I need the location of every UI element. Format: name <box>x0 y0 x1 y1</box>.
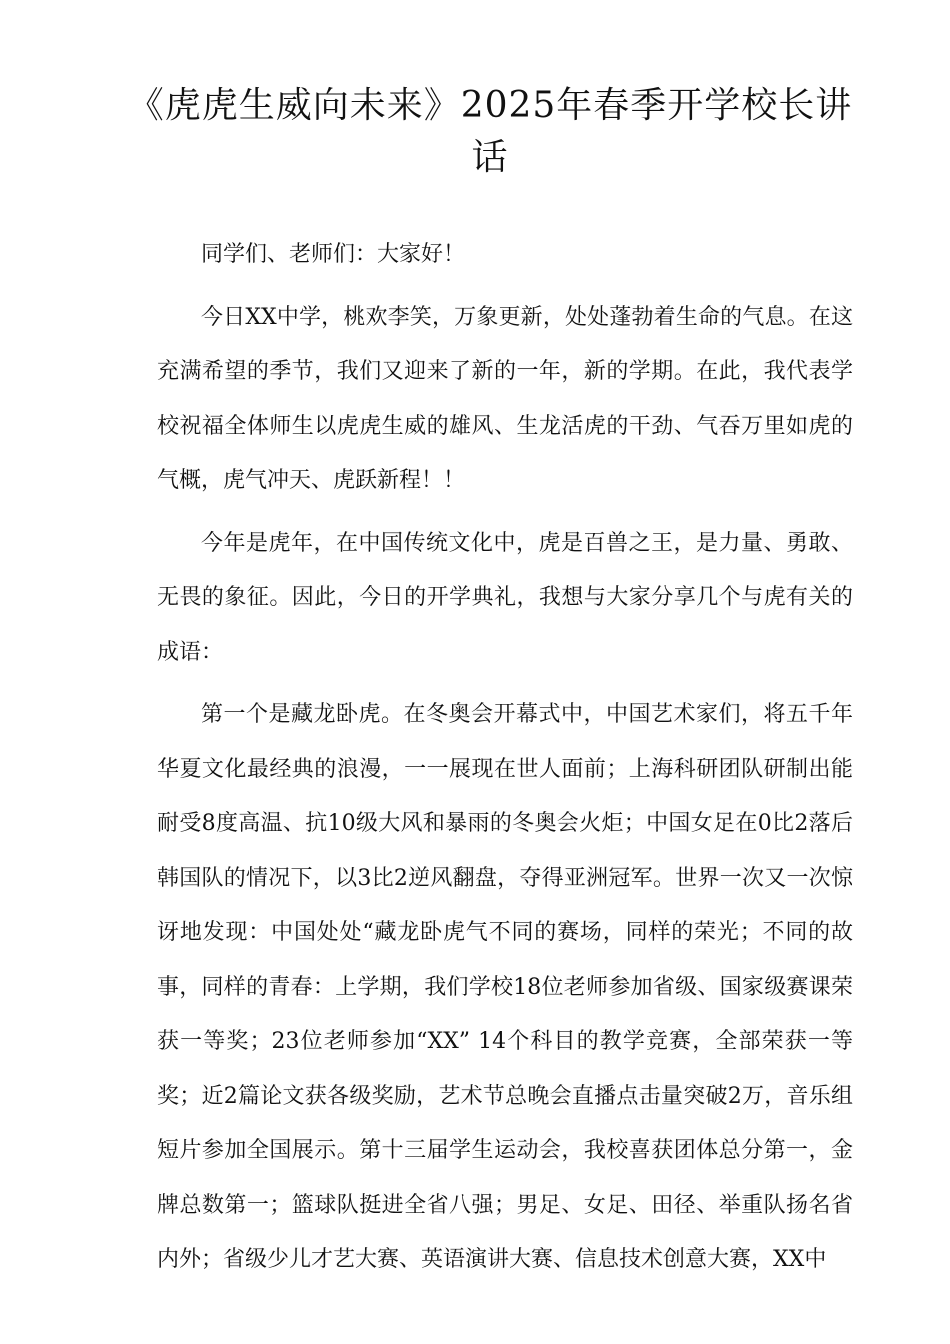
paragraph-tiger-year: 今年是虎年，在中国传统文化中，虎是百兽之王，是力量、勇敢、无畏的象征。因此，今日的开学典礼，我想与大家分享几个与虎有关的成语： <box>157 530 853 665</box>
document-title: 《虎虎生威向未来》2025年春季开学校长讲话 <box>127 85 853 178</box>
document-body <box>157 228 853 1288</box>
paragraph-first-idiom: 第一个是藏龙卧虎。在冬奥会开幕式中，中国艺术家们，将五千年华夏文化最经典的浪漫，一一展现在世人面前；上海科研团队研制出能耐受8度高温、抗10级大风和暴雨的冬奥会火炬；中国女足在0比2落后韩国队的情况下，以3比2逆风翻盘，夺得亚洲冠军。世界一次又一次惊讶地发现：中国处处“藏龙卧虎气不同的赛场，同样的荣光；不同的故事，同样的青春：上学期，我们学校18位老师参加省级、国家级赛课荣获一等奖；23位老师参加“XX” 14个科目的教学竞赛，全部荣获一等奖；近2篇论文获各级奖励，艺术节总晚会直播点击量突破2万，音乐组短片参加全国展示。第十三届学生运动会，我校喜获团体总分第一，金牌总数第一；篮球队挺进全省八强；男足、女足、田径、举重队扬名省内外；省级少儿才艺大赛、英语演讲大赛、信息技术创意大赛，XX中 <box>157 702 853 1272</box>
paragraph-opening: 今日XX中学，桃欢李笑，万象更新，处处蓬勃着生命的气息。在这充满希望的季节，我们又迎来了新的一年，新的学期。在此，我代表学校祝福全体师生以虎虎生威的雄风、生龙活虎的干劲、气吞万里如虎的气概，虎气冲天、虎跃新程！！ <box>157 304 853 493</box>
paragraph-greeting: 同学们、老师们：大家好！ <box>201 242 466 267</box>
